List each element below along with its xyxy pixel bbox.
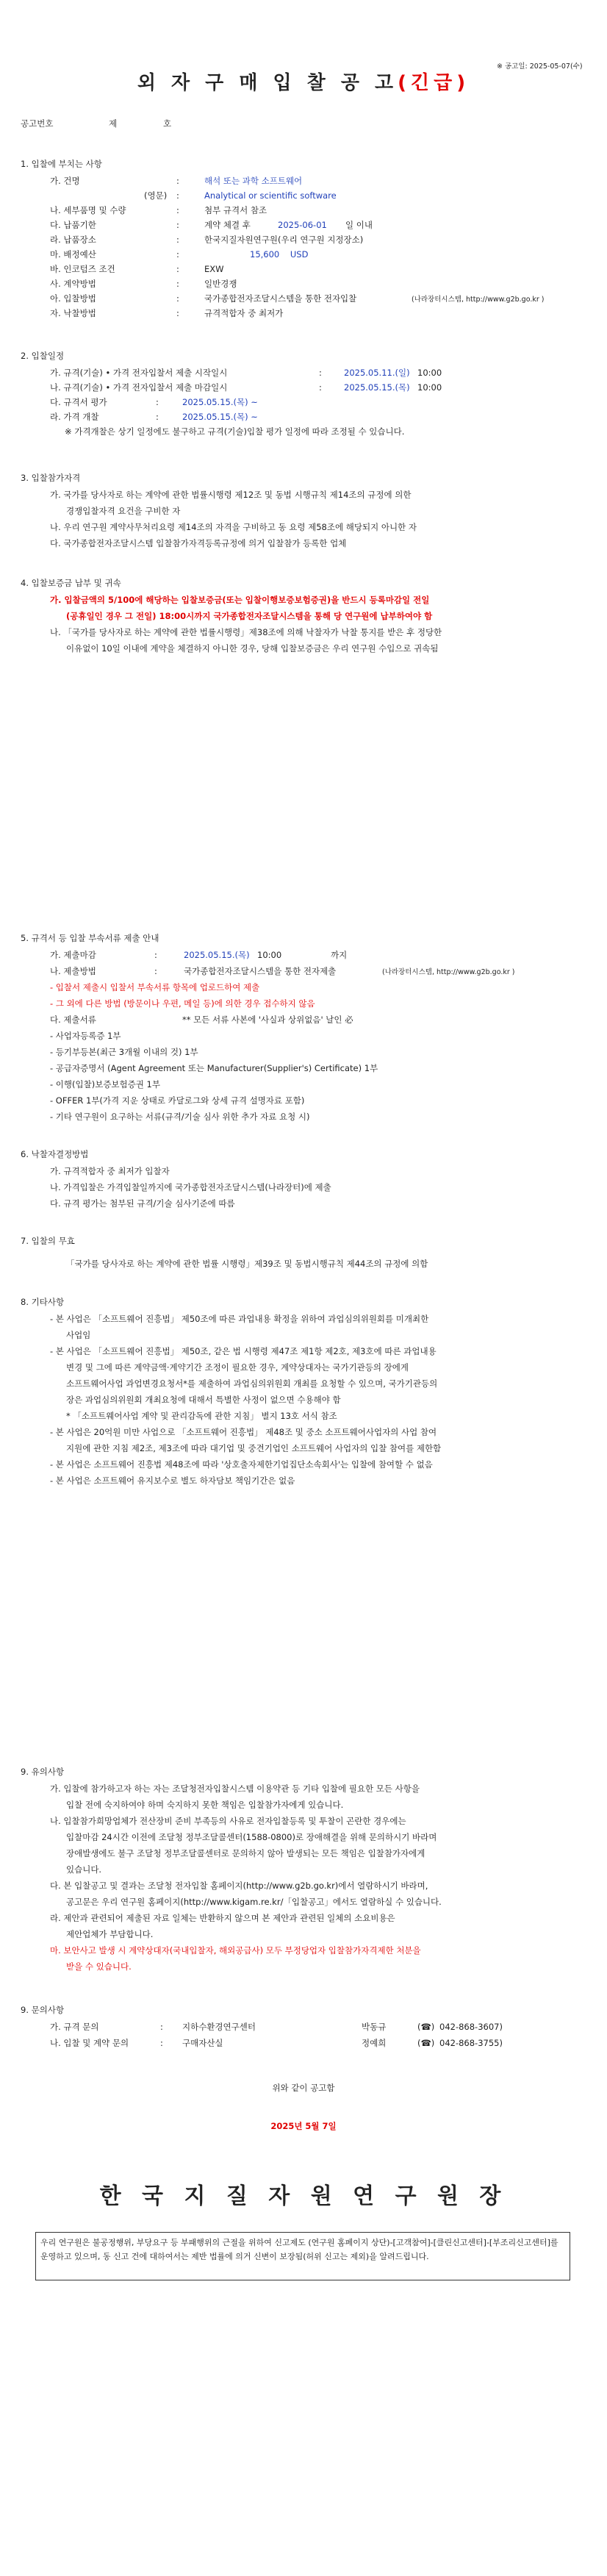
s9-line: 장애발생에도 불구 조달청 정부조달콜센터로 문의하지 않아 발생되는 모든 책임은 입찰참가자에게 [66,1848,425,1858]
s1-key-bidding: 아. 입찰방법 [50,293,96,304]
section-9b-heading: 9. 문의사항 [21,2005,65,2015]
s2-key-price-open: 라. 가격 개찰 [50,412,99,422]
anti-corruption-notice: 우리 연구원은 불공정행위, 부당요구 등 부패행위의 근절을 위하여 신고제도 (연구원 홈페이지 상단)-[고객참여]-[클린신고센터]-[부조리신고센터]를 운영하고 있으며, 동 신고 건에 대하여서는 제반 법률에 의거 신변이 보장됨(허위 신고는 제외)을 알려드립니다. [35,2232,570,2280]
s2-start-date: 2025.05.11.(일) [344,368,410,378]
s9-line: 나. 입찰참가희망업체가 전산장비 준비 부족등의 사유로 전자입찰등록 및 투찰이 곤란한 경우에는 [50,1816,406,1826]
s2-spec-eval-date: 2025.05.15.(목) ~ [182,397,258,407]
colon: : [176,220,179,230]
s9-line-security: 마. 보안사고 발생 시 계약상대자(국내입찰자, 해외공급사) 모두 부정당업자 입찰참가자격제한 처분을 [50,1945,421,1956]
s5-key-docs: 다. 제출서류 [50,1015,96,1025]
s5-red-line-1: - 입찰서 제출시 입찰서 부속서류 항목에 업로드하여 제출 [50,982,260,992]
s1-value-bidding: 국가종합전자조달시스템을 통한 전자입찰 [204,293,357,304]
s8-line: 변경 및 그에 따른 계약금액·계약기간 조정이 필요한 경우, 계약상대자는 국가기관등의 장에게 [66,1362,409,1373]
section-8-heading: 8. 기타사항 [21,1297,65,1307]
s9-line: 다. 본 입찰공고 및 결과는 조달청 전자입찰 홈페이지(http://www.g2b.go.kr)에서 열람하시기 바라며, [50,1881,428,1891]
s2-key-start: 가. 규격(기술) • 가격 전자입찰서 제출 시작일시 [50,368,228,378]
title-urgent-badge: (긴급) [398,72,470,94]
contact-phone: 042-868-3755) [439,2038,503,2048]
s8-line: - 본 사업은 20억원 미만 사업으로 「소프트웨어 진흥법」 제48조 및 중소 소프트웨어사업자의 사업 참여 [50,1427,437,1437]
colon: : [176,249,179,260]
colon: : [160,2038,163,2048]
contact-dept: 지하수환경연구센터 [182,2022,256,2032]
colon: : [154,950,157,960]
s1-value-contract: 일반경쟁 [204,279,237,289]
s4-red-line-1: 가. 입찰금액의 5/100에 해당하는 입찰보증금(또는 입찰이행보증보험증권)을 반드시 등록마감일 전일 [50,595,430,605]
s9-line: 입찰마감 24시간 이전에 조달청 정부조달콜센터(1588-0800)로 장애해결을 위해 문의하시기 바라며 [66,1832,437,1842]
s1-key-incoterms: 바. 인코텀즈 조건 [50,264,115,274]
contact-key-bid: 나. 입찰 및 계약 문의 [50,2038,129,2048]
s5-docs-note: ** 모든 서류 사본에 '사실과 상위없음' 날인 必 [182,1015,353,1025]
s1-key-title: 가. 건명 [50,176,80,186]
announce-no-ho: 호 [163,118,172,129]
section-3-heading: 3. 입찰참가자격 [21,473,81,483]
s9-line: 공고문은 우리 연구원 홈페이지(http://www.kigam.re.kr/「입찰공고」에서도 열람하실 수 있습니다. [66,1897,442,1907]
colon: : [319,368,322,378]
contact-name: 박동규 [362,2022,387,2032]
s5-deadline-time: 10:00 [257,950,282,960]
s3-line-4: 다. 국가종합전자조달시스템 입찰참가자격등록규정에 의거 입찰참가 등록한 업체 [50,538,347,548]
phone-icon: (☎) [417,2038,435,2048]
s2-start-time: 10:00 [417,368,442,378]
title-main: 외 자 구 매 입 찰 공 고 [137,72,398,94]
s5-key-deadline: 가. 제출마감 [50,950,96,960]
s8-line: - 본 사업은 「소프트웨어 진흥법」 제50조, 같은 법 시행령 제47조 제1항 제2호, 제3호에 따른 과업내용 [50,1346,437,1356]
s3-line-1: 가. 국가를 당사자로 하는 계약에 관한 법률시행령 제12조 및 동법 시행규칙 제14조의 규정에 의한 [50,490,412,500]
s1-value-award: 규격적합자 중 최저가 [204,308,284,318]
s5-key-method: 나. 제출방법 [50,966,96,976]
s8-line: 소프트웨어사업 과업변경요청서*를 제출하여 과업심의위원회 개최를 요청할 수 있으며, 국가기관등의 [66,1378,438,1389]
s9-line: 입찰 전에 숙지하여야 하며 숙지하지 못한 책임은 입찰참가자에게 있습니다. [66,1800,344,1810]
s8-line: 장은 과업심의위원회 개최요청에 대해서 특별한 사정이 없으면 수용해야 함 [66,1395,341,1405]
colon: : [160,2022,163,2032]
s1-key-budget: 마. 배정예산 [50,249,96,260]
colon: : [154,966,157,976]
section-2-heading: 2. 입찰일정 [21,351,65,361]
s1-value-delivery-date: 2025-06-01 [278,220,327,230]
s5-deadline-date: 2025.05.15.(목) [184,950,250,960]
contact-key-spec: 가. 규격 문의 [50,2022,99,2032]
s1-value-place: 한국지질자원연구원(우리 연구원 지정장소) [204,235,364,245]
s8-line: - 본 사업은 「소프트웨어 진흥법」 제50조에 따른 과업내용 확정을 위하여 과업심의위원회를 미개최한 [50,1314,429,1324]
colon: : [156,397,159,407]
s8-line: * 「소프트웨어사업 계약 및 관리감독에 관한 지침」 별지 13호 서식 참조 [66,1411,337,1421]
colon: : [176,176,179,186]
s1-value-delivery-b: 일 이내 [345,220,373,230]
s2-key-spec-eval: 다. 규격서 평가 [50,397,107,407]
s5-method-url: (나라장터시스템, http://www.g2b.go.kr ) [382,968,515,976]
announce-no-label: 공고번호 [21,118,54,129]
closing-date: 2025년 5월 7일 [270,2121,337,2131]
colon: : [176,293,179,304]
s4-line-1: 나. 「국가를 당사자로 하는 계약에 관한 법률시행령」제38조에 의해 낙찰자가 낙찰 통지를 받은 후 정당한 [50,627,442,637]
s7-line: 「국가를 당사자로 하는 계약에 관한 법률 시행령」제39조 및 동법시행규칙 제44조의 규정에 의함 [66,1259,428,1269]
s5-deadline-until: 까지 [331,950,348,960]
colon: : [319,382,322,393]
s2-key-deadline: 나. 규격(기술) • 가격 전자입찰서 제출 마감일시 [50,382,228,393]
s5-doc-item: - 등기부등본(최근 3개월 이내의 것) 1부 [50,1047,198,1057]
s1-value-bidding-url: (나라장터시스템, http://www.g2b.go.kr ) [412,296,545,304]
s8-line: - 본 사업은 소프트웨어 유지보수로 별도 하자담보 책임기간은 없음 [50,1475,295,1486]
colon: : [176,235,179,245]
s1-key-award: 자. 낙찰방법 [50,308,96,318]
s9-line-security: 받을 수 있습니다. [66,1961,132,1972]
s4-red-line-2: (공휴일인 경우 그 전일) 18:00시까지 국가종합전자조달시스템을 통해 당 연구원에 납부하여야 함 [66,611,433,621]
s2-note: ※ 가격개찰은 상기 일정에도 불구하고 규격(기술)입찰 평가 일정에 따라 조정될 수 있습니다. [65,426,405,437]
s1-value-title: 해석 또는 과학 소프트웨어 [204,176,303,186]
section-7-heading: 7. 입찰의 무효 [21,1236,75,1246]
section-9-heading: 9. 유의사항 [21,1767,65,1777]
contact-phone: 042-868-3607) [439,2022,503,2032]
s5-doc-item: - 이행(입찰)보증보험증권 1부 [50,1079,160,1090]
phone-icon: (☎) [417,2022,435,2032]
s9-line: 가. 입찰에 참가하고자 하는 자는 조달청전자입찰시스템 이용약관 등 기타 입찰에 필요한 모든 사항을 [50,1783,420,1794]
s2-deadline-time: 10:00 [417,382,442,393]
colon: : [176,205,179,215]
section-4-heading: 4. 입찰보증금 납부 및 귀속 [21,578,121,588]
colon: : [176,308,179,318]
s5-doc-item: - 사업자등록증 1부 [50,1031,121,1041]
s5-red-line-2: - 그 외에 다른 방법 (방문이나 우편, 메일 등)에 의한 경우 접수하지 않음 [50,998,315,1009]
announce-no-je: 제 [109,118,118,129]
s6-line-2: 나. 가격입찰은 가격입찰일까지에 국가종합전자조달시스템(나라장터)에 제출 [50,1182,331,1192]
contact-dept: 구매자산실 [182,2038,223,2048]
s8-line: 지원에 관한 지침 제2조, 제3조에 따라 대기업 및 중견기업인 소프트웨어 사업자의 입찰 참여를 제한함 [66,1443,442,1453]
colon: : [176,279,179,289]
s1-value-delivery-a: 계약 체결 후 [204,220,251,230]
page-title [0,71,607,96]
s6-line-3: 다. 규격 평가는 첨부된 규격/기술 심사기준에 따름 [50,1198,235,1209]
s1-key-delivery: 다. 납품기한 [50,220,96,230]
s5-doc-item: - 기타 연구원이 요구하는 서류(규격/기술 심사 위한 추가 자료 요청 시) [50,1112,310,1122]
s5-doc-item: - 공급자증명서 (Agent Agreement 또는 Manufacturer(Supplier's) Certificate) 1부 [50,1063,378,1073]
s1-key-contract: 사. 계약방법 [50,279,96,289]
colon: : [156,412,159,422]
s3-line-3: 나. 우리 연구원 계약사무처리요령 제14조의 자격을 구비하고 동 요령 제58조에 해당되지 아니한 자 [50,522,417,532]
s5-method-value: 국가종합전자조달시스템을 통한 전자제출 [184,966,337,976]
colon: : [176,190,179,201]
s2-deadline-date: 2025.05.15.(목) [344,382,410,393]
organization-name: 한 국 지 질 자 원 연 구 원 장 [99,2183,508,2209]
s8-line: 사업임 [66,1330,91,1340]
section-5-heading: 5. 규격서 등 입찰 부속서류 제출 안내 [21,933,159,943]
closing-line: 위와 같이 공고함 [272,2083,335,2093]
s8-line: - 본 사업은 소프트웨어 진흥법 제48조에 따라 '상호출자제한기업집단소속회사'는 입찰에 참여할 수 없음 [50,1459,433,1470]
s9-line: 라. 제안과 관련되어 제출된 자료 일체는 반환하지 않으며 본 제안과 관련된 일체의 소요비용은 [50,1913,395,1923]
announce-date-note: ※ 공고일: 2025-05-07(수) [497,62,583,71]
s6-line-1: 가. 규격적합자 중 최저가 입찰자 [50,1166,170,1176]
s1-key-english: (영문) [144,190,168,201]
s1-value-english: Analytical or scientific software [204,190,337,201]
s5-doc-item: - OFFER 1부(가격 지운 상태로 카달로그와 상세 규격 설명자료 포함) [50,1095,305,1106]
s4-line-2: 이유없이 10일 이내에 계약을 체결하지 아니한 경우, 당해 입찰보증금은 우리 연구원 수입으로 귀속됨 [66,643,439,654]
s2-price-open-date: 2025.05.15.(목) ~ [182,412,258,422]
s1-value-items: 첨부 규격서 참조 [204,205,267,215]
s1-key-place: 라. 납품장소 [50,235,96,245]
section-1-heading: 1. 입찰에 부치는 사항 [21,159,102,169]
s9-line: 제안업체가 부담합니다. [66,1929,154,1939]
section-6-heading: 6. 낙찰자결정방법 [21,1149,89,1159]
colon: : [176,264,179,274]
s1-value-incoterms: EXW [204,264,224,274]
s9-line: 있습니다. [66,1864,102,1875]
contact-name: 정예희 [362,2038,387,2048]
s1-key-items: 나. 세부품명 및 수량 [50,205,126,215]
s3-line-2: 경쟁입찰자격 요건을 구비한 자 [66,506,181,516]
s1-value-budget: 15,600 USD [250,249,309,260]
